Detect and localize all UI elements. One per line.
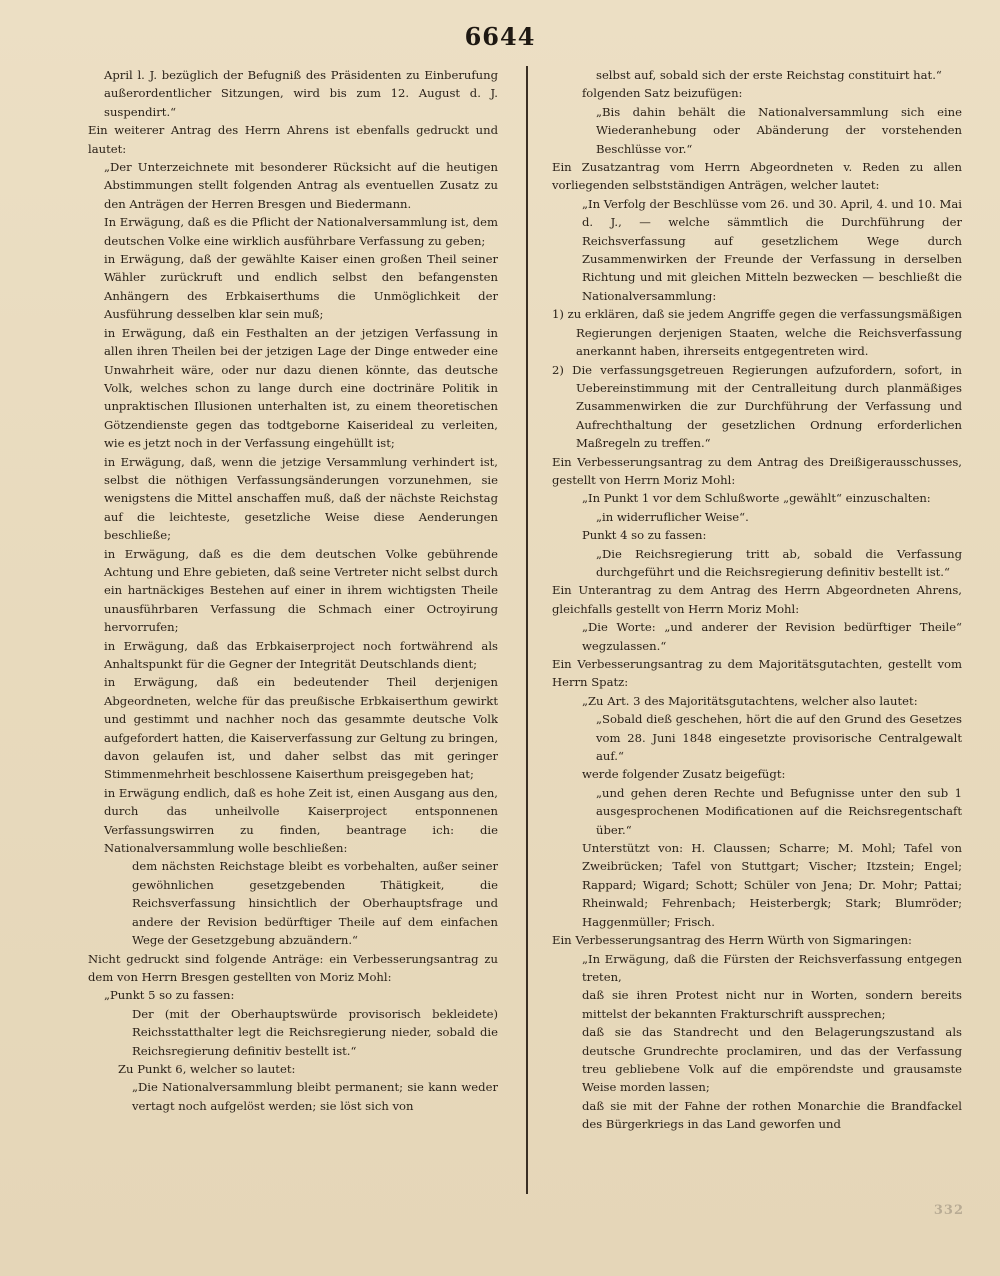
paragraph: „Bis dahin behält die Nationalversammlung sich eine Wiederanhebung oder Abänderung der vorstehenden Beschlüsse vor.“ <box>596 104 962 156</box>
paragraph: in Erwägung, daß der gewählte Kaiser einen großen Theil seiner Wähler zurückruft und endlich selbst den befangensten Anhängern des Erbkaiserthums die Unmöglichkeit der Ausführung desselben klar sein muß; <box>104 252 498 322</box>
right-text-column <box>552 66 962 1200</box>
paragraph: Ein Verbesserungsantrag des Herrn Würth von Sigmaringen: <box>552 933 912 948</box>
paragraph: „Die Worte: „und anderer der Revision bedürftiger Theile“ wegzulassen.“ <box>582 620 962 653</box>
paragraph: Ein Verbesserungsantrag zu dem Antrag des Dreißigerausschusses, gestellt von Herrn Moriz Mohl: <box>552 454 962 487</box>
column-divider <box>526 66 528 1194</box>
paragraph: April l. J. bezüglich der Befugniß des Präsidenten zu Einberufung außerordentlicher Sitzungen, wird bis zum 12. August d. J. suspendirt.“ <box>104 68 498 119</box>
paragraph: 1) zu erklären, daß sie jedem Angriffe gegen die verfassungsmäßigen Regierungen derjenigen Staaten, welche die Reichsverfassung anerkannt haben, ihrerseits entgegentreten wird. <box>552 307 962 359</box>
paragraph: daß sie das Standrecht und den Belagerungszustand als deutsche Grundrechte proclamiren, und das der Verfassung treu gebliebene Volk auf die empörendste und grausamste Weise morden lassen; <box>582 1025 962 1095</box>
paragraph: in Erwägung endlich, daß es hohe Zeit ist, einen Ausgang aus den, durch das unheilvolle Kaiserproject entsponnenen Verfassungswirren zu finden, beantrage ich: die Nationalversammlung wolle beschließen: <box>104 785 498 856</box>
paragraph: Der (mit der Oberhauptswürde provisorisch bekleidete) Reichsstatthalter legt die Reichsregierung nieder, sobald die Reichsregierung definitiv bestellt ist.“ <box>132 1006 498 1058</box>
paragraph: selbst auf, sobald sich der erste Reichstag constituirt hat.“ <box>596 68 942 82</box>
paragraph: „Die Nationalversammlung bleibt permanent; sie kann weder vertagt noch aufgelöst werden; sie löst sich von <box>132 1080 498 1113</box>
paragraph: in Erwägung, daß ein Festhalten an der jetzigen Verfassung in allen ihren Theilen bei der jetzigen Lage der Dinge entweder eine Unwahrheit wäre, oder nur dazu dienen könnte, das deutsche Volk, welches schon zu lange durch eine doctrinäre Politik in unpraktischen Illusionen unterhalten ist, zu einem theoretischen Götzendienste gegen das todtgeborne Kaiserideal zu verleiten, wie es jetzt noch in der Verfassung eingehüllt ist; <box>104 325 498 451</box>
paragraph: in Erwägung, daß es die dem deutschen Volke gebührende Achtung und Ehre gebieten, daß seine Vertreter nicht selbst durch ein hartnäckiges Bestehen auf einer in ihrem wichtigsten Theile unausführbaren Verfassung die Schmach einer Octroyirung hervorrufen; <box>104 546 498 635</box>
paragraph: Ein Verbesserungsantrag zu dem Majoritätsgutachten, gestellt vom Herrn Spatz: <box>552 657 962 690</box>
paragraph: „In Punkt 1 vor dem Schlußworte „gewählt“ einzuschalten: <box>582 491 931 506</box>
left-text-column <box>88 66 498 1200</box>
paragraph: daß sie ihren Protest nicht nur in Worten, sondern bereits mittelst der bekannten Frakturschrift aussprechen; <box>582 988 962 1021</box>
paragraph: in Erwägung, daß ein bedeutender Theil derjenigen Abgeordneten, welche für das preußische Erbkaiserthum gewirkt und gestimmt und nachher noch das gesammte deutsche Volk aufgefordert hatten, die Kaiserverfassung zur Geltung zu bringen, davon gelaufen ist, und daher selbst das mit geringer Stimmenmehrheit beschlossene Kaiserthum preisgegeben hat; <box>104 675 498 782</box>
paragraph: dem nächsten Reichstage bleibt es vorbehalten, außer seiner gewöhnlichen gesetzgebenden Thätigkeit, die Reichsverfassung hinsichtlich der Oberhauptsfrage und andere der Revision bedürftiger Theile auf dem einfachen Wege der Gesetzgebung abzuändern.“ <box>132 859 498 948</box>
paragraph: Ein Zusatzantrag vom Herrn Abgeordneten v. Reden zu allen vorliegenden selbstständigen Anträgen, welcher lautet: <box>552 160 962 193</box>
paragraph: „und gehen deren Rechte und Befugnisse unter den sub 1 ausgesprochenen Modificationen auf die Reichsregentschaft über.“ <box>596 785 962 837</box>
paragraph: in Erwägung, daß das Erbkaiserproject noch fortwährend als Anhaltspunkt für die Gegner der Integrität Deutschlands dient; <box>104 638 498 671</box>
paragraph: „Die Reichsregierung tritt ab, sobald die Verfassung durchgeführt und die Reichsregierung definitiv bestellt ist.“ <box>596 546 962 579</box>
paragraph: daß sie mit der Fahne der rothen Monarchie die Brandfackel des Bürgerkriegs in das Land geworfen und <box>582 1098 962 1132</box>
paragraph: Ein Unterantrag zu dem Antrag des Herrn Abgeordneten Ahrens, gleichfalls gestellt von Herrn Moriz Mohl: <box>552 583 962 616</box>
paragraph: „in widerruflicher Weise“. <box>596 509 749 524</box>
paragraph: folgenden Satz beizufügen: <box>582 86 743 101</box>
paragraph: Nicht gedruckt sind folgende Anträge: ein Verbesserungsantrag zu dem von Herrn Bresgen gestellten von Moriz Mohl: <box>88 951 498 984</box>
paragraph: Unterstützt von: H. Claussen; Scharre; M. Mohl; Tafel von Zweibrücken; Tafel von Stuttgart; Vischer; Itzstein; Engel; Rappard; Wigard; Schott; Schüler von Jena; Dr. Mohr; Pattai; Rheinwald; Fehrenbach; Heisterbergk; Stark; Blumröder; Haggenmüller; Frisch. <box>582 841 962 929</box>
paragraph: Ein weiterer Antrag des Herrn Ahrens ist ebenfalls gedruckt und lautet: <box>88 123 498 156</box>
paragraph: „Zu Art. 3 des Majoritätsgutachtens, welcher also lautet: <box>582 693 918 708</box>
paragraph: werde folgender Zusatz beigefügt: <box>582 767 786 782</box>
paragraph: Punkt 4 so zu fassen: <box>582 528 707 543</box>
page-number: 6644 <box>464 22 536 51</box>
paragraph: „In Verfolg der Beschlüsse vom 26. und 30. April, 4. und 10. Mai d. J., — welche sämmtlich die Durchführung der Reichsverfassung auf gesetzlichem Wege durch Zusammenwirken der Freunde der Verfassung in derselben Richtung und mit gleichen Mitteln bezwecken — beschließt die Nationalversammlung: <box>582 196 962 303</box>
paragraph: Zu Punkt 6, welcher so lautet: <box>118 1061 296 1076</box>
paragraph: „Punkt 5 so zu fassen: <box>104 988 235 1003</box>
paragraph: in Erwägung, daß, wenn die jetzige Versammlung verhindert ist, selbst die nöthigen Verfassungsänderungen vorzunehmen, sie wenigstens die Mittel anschaffen muß, daß der nächste Reichstag auf die leichteste, gesetzliche Weise diese Aenderungen beschließe; <box>104 454 498 543</box>
paragraph: In Erwägung, daß es die Pflicht der Nationalversammlung ist, dem deutschen Volke eine wirklich ausführbare Verfassung zu geben; <box>104 215 498 248</box>
paragraph: „Sobald dieß geschehen, hört die auf den Grund des Gesetzes vom 28. Juni 1848 eingesetzte provisorische Centralgewalt auf.“ <box>596 712 962 764</box>
paragraph: „Der Unterzeichnete mit besonderer Rücksicht auf die heutigen Abstimmungen stellt folgenden Antrag als eventuellen Zusatz zu den Anträgen der Herren Bresgen und Biedermann. <box>104 160 498 211</box>
paragraph: „In Erwägung, daß die Fürsten der Reichsverfassung entgegen treten, <box>582 951 962 984</box>
paragraph: 2) Die verfassungsgetreuen Regierungen aufzufordern, sofort, in Uebereinstimmung mit der Centralleitung durch planmäßiges Zusammenwirken die zur Durchführung der Verfassung und Aufrechthaltung der gesetzlichen Ordnung erforderlichen Maßregeln zu treffen.“ <box>552 362 962 451</box>
corner-mark: 332 <box>933 1203 964 1218</box>
